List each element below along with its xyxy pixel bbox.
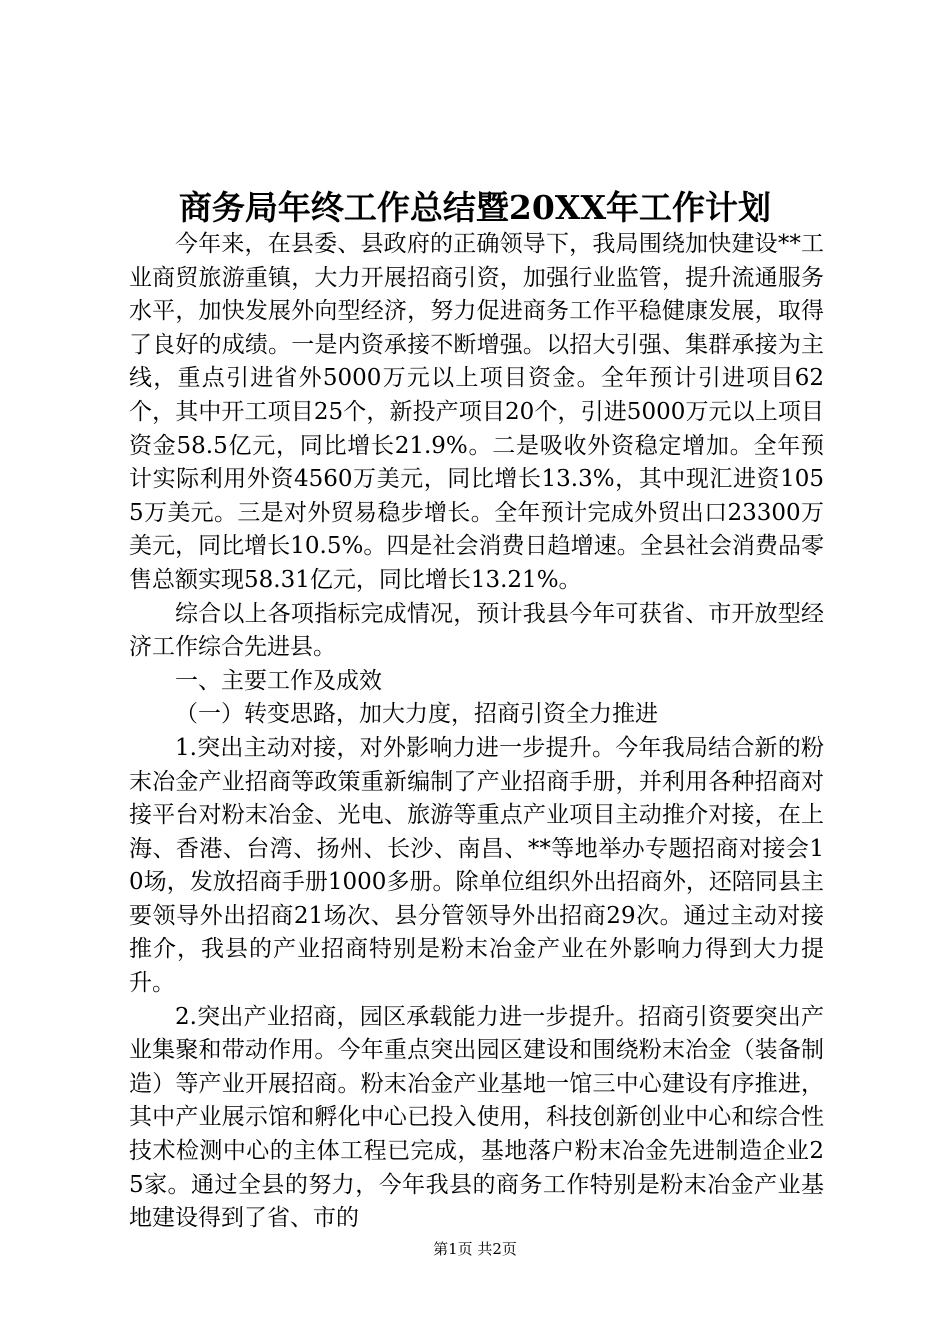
paragraph-item-2: 2.突出产业招商，园区承载能力进一步提升。招商引资要突出产业集聚和带动作用。今年重点突出园区建设和围绕粉末冶金（装备制造）等产业开展招商。粉末冶金产业基地一馆三中心建设有序推进，其中产业展示馆和孵化中心已投入使用，科技创新创业中心和综合性技术检测中心的主体工程已完成，基地落户粉末冶金先进制造企业25家。通过全县的努力，今年我县的商务工作特别是粉末冶金产业基地建设得到了省、市的 <box>129 1003 824 1232</box>
page-footer: 第1页 共2页 <box>433 1240 517 1258</box>
paragraph-summary: 综合以上各项指标完成情况，预计我县今年可获省、市开放型经济工作综合先进县。 <box>129 600 824 661</box>
section-heading-main-work: 一、主要工作及成效 <box>175 667 382 694</box>
document-title: 商务局年终工作总结暨20XX年工作计划 <box>178 188 772 227</box>
paragraph-item-1: 1.突出主动对接，对外影响力进一步提升。今年我局结合新的粉末冶金产业招商等政策重新编制了产业招商手册，并利用各种招商对接平台对粉末冶金、光电、旅游等重点产业项目主动推介对接，在上海、香港、台湾、扬州、长沙、南昌、**等地举办专题招商对接会10场，发放招商手册1000多册。除单位组织外出招商外，还陪同县主要领导外出招商21场次、县分管领导外出招商29次。通过主动对接推介，我县的产业招商特别是粉末冶金产业在外影响力得到大力提升。 <box>129 734 824 997</box>
subsection-heading-investment: （一）转变思路，加大力度，招商引资全力推进 <box>175 701 658 728</box>
paragraph-intro: 今年来，在县委、县政府的正确领导下，我局围绕加快建设**工业商贸旅游重镇，大力开展招商引资，加强行业监管，提升流通服务水平，加快发展外向型经济，努力促进商务工作平稳健康发展，取得了良好的成绩。一是内资承接不断增强。以招大引强、集群承接为主线，重点引进省外5000万元以上项目资金。全年预计引进项目62个，其中开工项目25个，新投产项目20个，引进5000万元以上项目资金58.5亿元，同比增长21.9%。二是吸收外资稳定增加。全年预计实际利用外资4560万美元，同比增长13.3%，其中现汇进资1055万美元。三是对外贸易稳步增长。全年预计完成外贸出口23300万美元，同比增长10.5%。四是社会消费日趋增速。全县社会消费品零售总额实现58.31亿元，同比增长13.21%。 <box>129 231 824 593</box>
document-body <box>129 228 824 1236</box>
